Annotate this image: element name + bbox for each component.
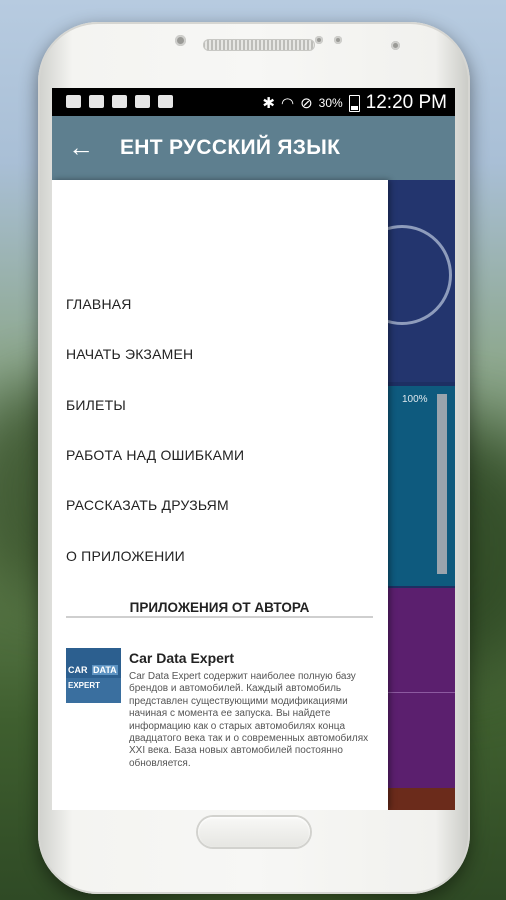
app-bar	[52, 116, 455, 180]
clock: 12:20 PM	[365, 92, 447, 113]
drawer-item-share[interactable]: РАССКАЗАТЬ ДРУЗЬЯМ	[66, 497, 229, 513]
bluetooth-icon: ✱	[262, 95, 275, 112]
author-apps-heading: ПРИЛОЖЕНИЯ ОТ АВТОРА	[129, 600, 310, 615]
phone-frame	[38, 22, 470, 894]
download-notification-icon	[135, 95, 150, 108]
bottom-card	[388, 788, 455, 810]
home-button[interactable]	[198, 817, 310, 847]
mail-notification-icon	[89, 95, 104, 108]
drawer-item-home[interactable]: ГЛАВНАЯ	[66, 296, 132, 312]
progress-label: 100%	[402, 394, 428, 405]
section-divider	[66, 616, 373, 618]
light-sensor	[334, 36, 342, 44]
gallery-notification-icon	[158, 95, 173, 108]
author-app-description: Car Data Expert содержит наиболее полную базу брендов и автомобилей. Каждый автомобиль представлен существующими модификациями начиная с момента ее запуска. Вы найдете информацию как о старых автомобилях конца двадцатого века так и о современных автомобилях XXI века. База новых автомобилей постоянно обновляется.	[129, 671, 369, 769]
author-app-name[interactable]: Car Data Expert	[129, 650, 235, 666]
status-bar	[52, 88, 455, 116]
stats-divider	[388, 692, 455, 693]
drawer-item-about[interactable]: О ПРИЛОЖЕНИИ	[66, 548, 185, 564]
stats-card	[388, 588, 455, 788]
document-notification-icon	[112, 95, 127, 108]
drawer-item-tickets[interactable]: БИЛЕТЫ	[66, 397, 126, 413]
do-not-disturb-icon: ⊘	[300, 95, 313, 112]
proximity-sensor	[315, 36, 323, 44]
progress-bar	[437, 394, 447, 574]
drawer-item-mistakes[interactable]: РАБОТА НАД ОШИБКАМИ	[66, 447, 245, 463]
earpiece-speaker	[203, 39, 315, 51]
battery-percent: 30%	[318, 96, 343, 110]
drawer-item-start-exam[interactable]: НАЧАТЬ ЭКЗАМЕН	[66, 346, 194, 362]
navigation-drawer	[52, 180, 388, 810]
front-camera	[175, 35, 186, 46]
back-arrow-icon[interactable]: ←	[68, 132, 94, 162]
car-data-expert-icon[interactable]: CAR DATA EXPERT	[66, 648, 121, 703]
app-title: ЕНТ РУССКИЙ ЯЗЫК	[120, 136, 341, 159]
sensor-dot	[391, 41, 400, 50]
screen	[52, 88, 455, 810]
wifi-icon: ◠	[280, 95, 295, 112]
battery-icon	[349, 95, 360, 112]
image-notification-icon	[66, 95, 81, 108]
